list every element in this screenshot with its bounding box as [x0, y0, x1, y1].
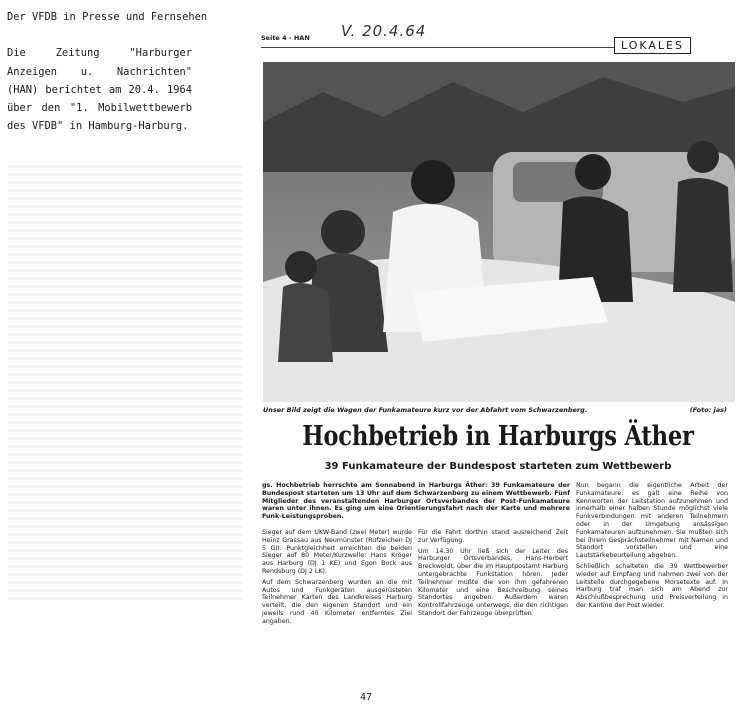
column-3-paragraph-2: Schließlich schalteten die 39 Wettbewerber wieder auf Empfang und nahmen zwei von der Leitstelle durchgegebene Morsetexte auf. In Harburg traf man sich am Abend zur Abschlußbesprechung und Preisverteilung in der Kantine der Post wieder.	[576, 562, 728, 609]
section-label: LOKALES	[614, 37, 691, 54]
article-column-3	[576, 482, 728, 613]
article-headline: Hochbetrieb in Harburgs Äther	[302, 421, 694, 452]
page-label: Seite 4 - HAN	[261, 34, 310, 42]
news-photo	[263, 62, 735, 402]
column-3-paragraph-1: Nun begann die eigentliche Arbeit der Funkamateure: es galt eine Reihe von Kennworten der Leitstation aufzunehmen und innerhalb einer halben Stunde möglichst viele Funkverbindungen mit anderen Teilnehmern oder in der Umgebung ansässigen Funkamateuren aufzunehmen. Sie mußten sich bei ihrem Gesprächsteilnehmer mit Namen und Standort vorstellen und eine Lautstärkebeurteilung abgeben.	[576, 482, 728, 560]
photo-illustration	[263, 62, 735, 402]
article-subheadline: 39 Funkamateure der Bundespost starteten zum Wettbewerb	[324, 461, 672, 472]
article-lead	[262, 482, 570, 524]
column-1-paragraph-1: Sieger auf dem UKW-Band (zwei Meter) wurde Heinz Grassau aus Neumünster (Rufzeichen DJ 5 GI). Punktgleichheit erreichten die beiden Sieger auf 80 Meter/Kurzwelle: Hans Kröger aus Harburg (DJ 1 KE) und Egon Bock aus Rendsburg (DJ 2 LK).	[262, 529, 412, 575]
handwritten-date: V. 20.4.64	[341, 22, 427, 40]
clipping-header	[261, 24, 731, 60]
bleed-through-text	[8, 160, 243, 600]
article-column-2	[418, 529, 568, 621]
photo-caption: Unser Bild zeigt die Wagen der Funkamateure kurz vor der Abfahrt vom Schwarzenberg.	[263, 406, 588, 414]
page-number: 47	[360, 692, 373, 703]
column-2-paragraph-2: Um 14.30 Uhr ließ sich der Leiter des Harburger Ortsverbandes, Hans-Herbert Breckwoldt, über die im Hauptpostamt Harburg untergebrachte Funkstation hören. Jeder Teilnehmer mußte die von ihm gefahrenen Kilometer und eine Beschreibung seines Standortes angeben. Außerdem waren Kontrollfahrzeuge unterwegs, die den richtigen Standort der Fahrzeuge überprüften.	[418, 547, 568, 617]
article-column-1	[262, 529, 412, 629]
intro-note	[7, 8, 208, 136]
photo-credit: (Foto: jas)	[689, 406, 727, 414]
note-heading: Der VFDB in Presse und Fernsehen	[7, 11, 208, 23]
note-body: Die Zeitung "Harburger Anzeigen u. Nachrichten" (HAN) berichtet am 20.4. 1964 über den "1. Mobilwettbewerb des VFDB" in Hamburg-Harburg.	[7, 47, 192, 133]
photo-caption-row	[263, 406, 731, 414]
column-2-paragraph-1: Für die Fahrt dorthin stand ausreichend Zeit zur Verfügung.	[418, 529, 568, 544]
lead-paragraph: gs. Hochbetrieb herrschte am Sonnabend in Harburgs Äther: 39 Funkamateure der Bundespost starteten um 13 Uhr auf dem Schwarzenberg zu einem Wettbewerb. Fünf Mitglieder des veranstaltenden Harburger Ortsverbandes der Post-Funkamateure waren unter ihnen. Es ging um eine Orientierungsfahrt nach der Karte und mehrere Funk-Leistungsproben.	[262, 482, 570, 521]
column-1-paragraph-2: Auf dem Schwarzenberg wurden an die mit Autos und Funkgeräten ausgerüsteten Teilnehmer Karten des Landkreises Harburg verteilt, die den eigenen Standort und ein jeweils rund 40 Kilometer entferntes Ziel angaben.	[262, 578, 412, 625]
